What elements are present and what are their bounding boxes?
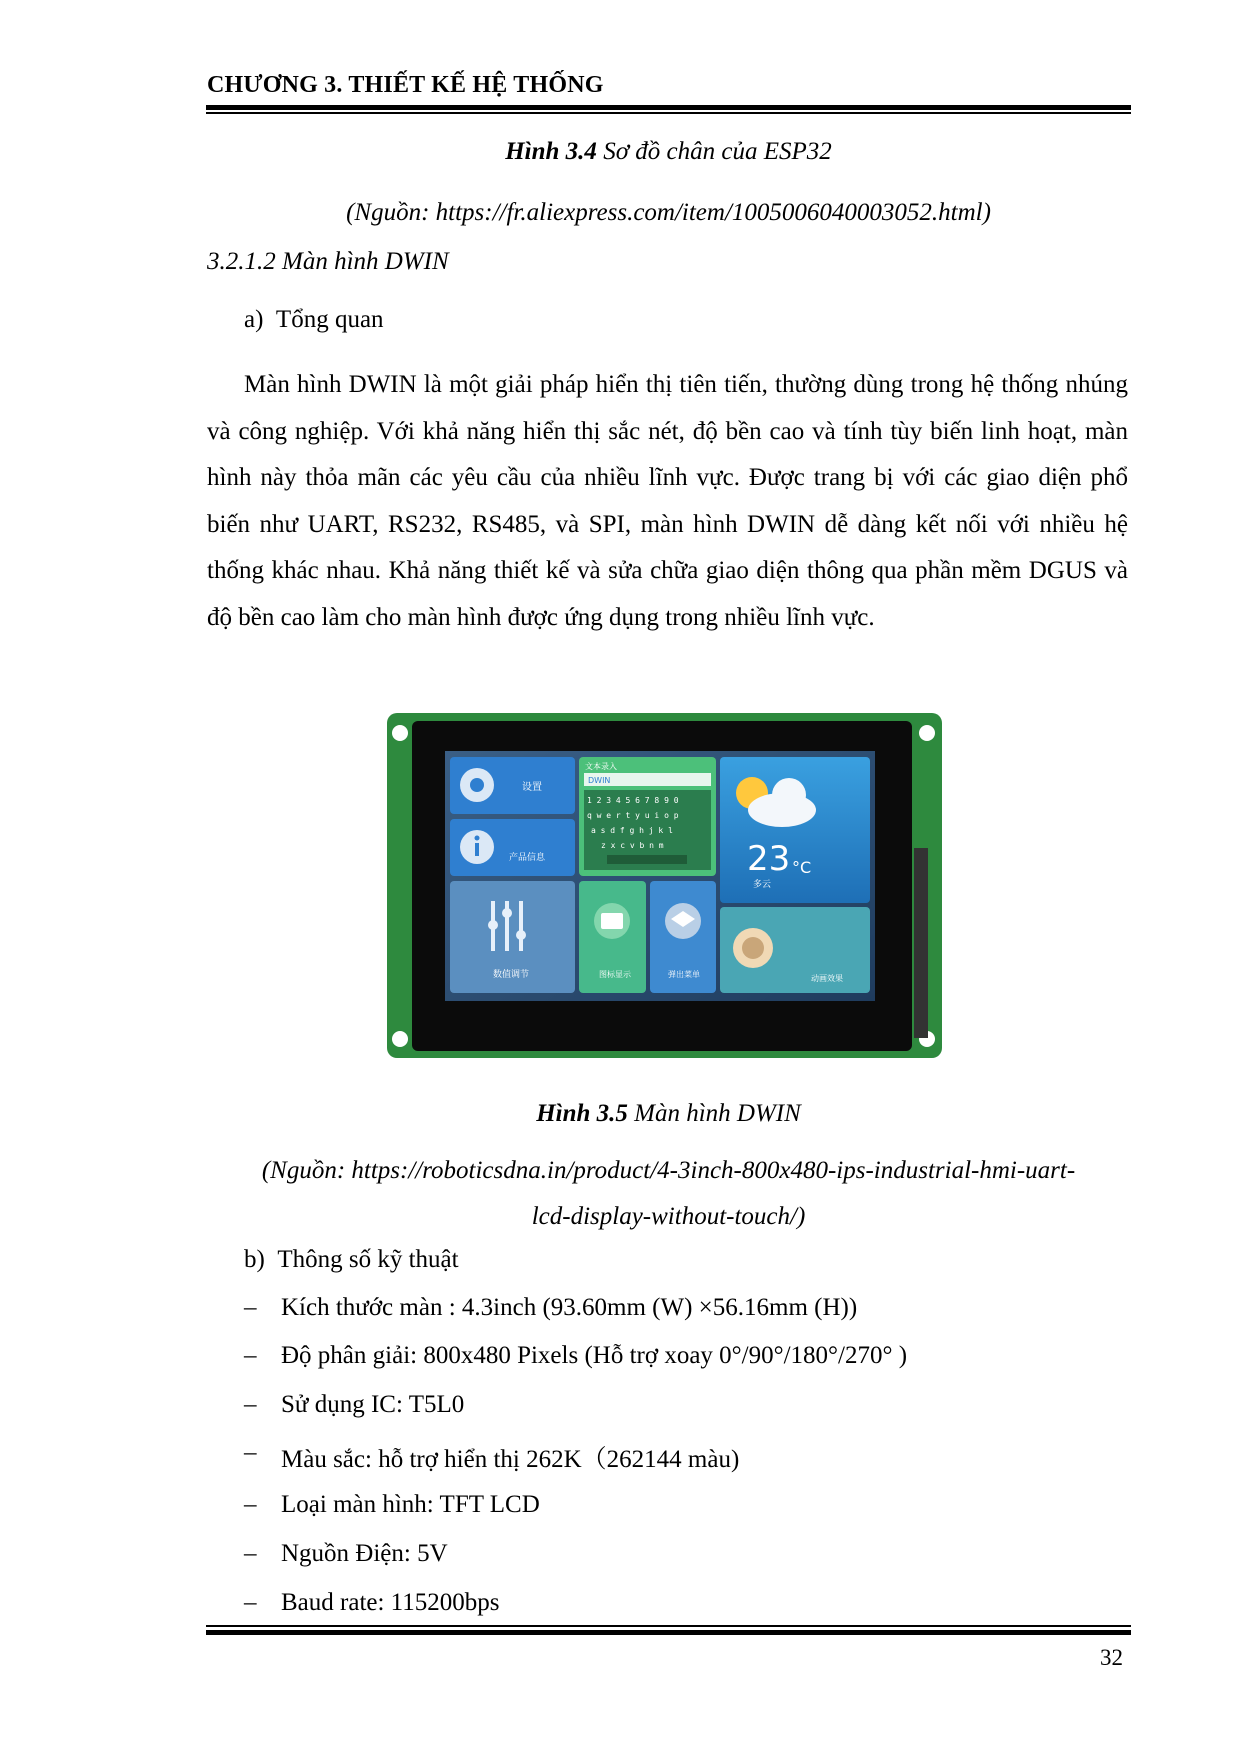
tile-animation-label: 动画效果 bbox=[811, 974, 843, 983]
list-dash: – bbox=[244, 1540, 257, 1567]
tile-product-info-label: 产品信息 bbox=[509, 853, 546, 863]
spec-text: Màu sắc: hỗ trợ hiển thị 262K（262144 màu) bbox=[281, 1446, 740, 1473]
dwin-display-drawing bbox=[387, 713, 942, 1058]
tile-data-adjust-label: 数值调节 bbox=[493, 970, 530, 980]
temperature-unit: °C bbox=[792, 858, 812, 877]
list-dash: – bbox=[244, 1294, 257, 1321]
keyboard-row: q w e r t y u i o p bbox=[587, 811, 679, 820]
spec-text: Nguồn Điện: 5V bbox=[281, 1540, 448, 1567]
specs-heading: b) Thông số kỹ thuật bbox=[244, 1246, 459, 1273]
keyboard-row: a s d f g h j k l bbox=[591, 826, 673, 835]
figure-3-4-source: (Nguồn: https://fr.aliexpress.com/item/1005006040003052.html) bbox=[346, 199, 991, 226]
figure-3-5-title: Màn hình DWIN bbox=[627, 1100, 801, 1127]
mount-hole bbox=[919, 725, 935, 741]
temperature-value: 23 bbox=[747, 839, 791, 879]
dwin-display-image bbox=[387, 713, 942, 1058]
tile-icon-display-label: 图标显示 bbox=[599, 970, 631, 979]
footer-rule-thin bbox=[206, 1625, 1131, 1627]
tile-popup-menu-label: 弹出菜单 bbox=[668, 970, 700, 979]
spec-text: Baud rate: 115200bps bbox=[281, 1589, 500, 1616]
connector bbox=[914, 848, 928, 1038]
header-rule-thick bbox=[206, 105, 1131, 110]
spec-text: Sử dụng IC: T5L0 bbox=[281, 1391, 465, 1418]
list-dash: – bbox=[244, 1391, 257, 1418]
figure-3-5-source-line1: (Nguồn: https://roboticsdna.in/product/4-3inch-800x480-ips-industrial-hmi-uart- bbox=[261, 1157, 1076, 1184]
keyboard-row: z x c v b n m bbox=[601, 841, 664, 850]
figure-3-5-caption bbox=[206, 1100, 1131, 1128]
header-rule-thin bbox=[206, 112, 1131, 114]
spec-text: Độ phân giải: 800x480 Pixels (Hỗ trợ xoay 0°/90°/180°/270° ) bbox=[281, 1342, 908, 1369]
spec-text: Loại màn hình: TFT LCD bbox=[281, 1491, 540, 1518]
overview-heading: a) Tổng quan bbox=[244, 306, 384, 333]
tile-weather bbox=[720, 757, 870, 903]
text-input-value: DWIN bbox=[588, 776, 611, 785]
weather-label: 多云 bbox=[753, 880, 772, 890]
figure-3-4-caption bbox=[206, 138, 1131, 166]
mount-hole bbox=[392, 725, 408, 741]
figure-3-4-label: Hình 3.4 bbox=[505, 138, 597, 165]
spec-text: Kích thước màn : 4.3inch (93.60mm (W) ×56.16mm (H)) bbox=[281, 1294, 858, 1321]
tile-settings-label: 设置 bbox=[522, 782, 542, 793]
keyboard-spacebar bbox=[607, 855, 687, 864]
chapter-header: CHƯƠNG 3. THIẾT KẾ HỆ THỐNG bbox=[207, 72, 604, 98]
list-dash: – bbox=[244, 1491, 257, 1518]
keyboard-row: 1 2 3 4 5 6 7 8 9 0 bbox=[587, 796, 679, 805]
page-number: 32 bbox=[1100, 1645, 1123, 1670]
list-dash: – bbox=[244, 1439, 257, 1466]
overview-paragraph: Màn hình DWIN là một giải pháp hiển thị tiên tiến, thường dùng trong hệ thống nhúng và công nghiệp. Với khả năng hiển thị sắc nét, độ bền cao và tính tùy biến linh hoạt, màn hình này thỏa mãn các yêu cầu của nhiều lĩnh vực. Được trang bị với các giao diện phổ biến như UART, RS232, RS485, và SPI, màn hình DWIN dễ dàng kết nối với nhiều hệ thống khác nhau. Khả năng thiết kế và sửa chữa giao diện thông qua phần mềm DGUS và độ bền cao làm cho màn hình được ứng dụng trong nhiều lĩnh vực. bbox=[207, 371, 1128, 631]
list-dash: – bbox=[244, 1342, 257, 1369]
figure-3-5-source-line2: lcd-display-without-touch/) bbox=[531, 1203, 806, 1230]
list-dash: – bbox=[244, 1589, 257, 1616]
tile-text-input-label: 文本录入 bbox=[585, 762, 617, 771]
section-heading: 3.2.1.2 Màn hình DWIN bbox=[207, 248, 449, 275]
figure-3-4-title: Sơ đồ chân của ESP32 bbox=[596, 138, 832, 165]
figure-3-5-label: Hình 3.5 bbox=[536, 1100, 628, 1127]
mount-hole bbox=[392, 1031, 408, 1047]
footer-rule-thick bbox=[206, 1630, 1131, 1635]
